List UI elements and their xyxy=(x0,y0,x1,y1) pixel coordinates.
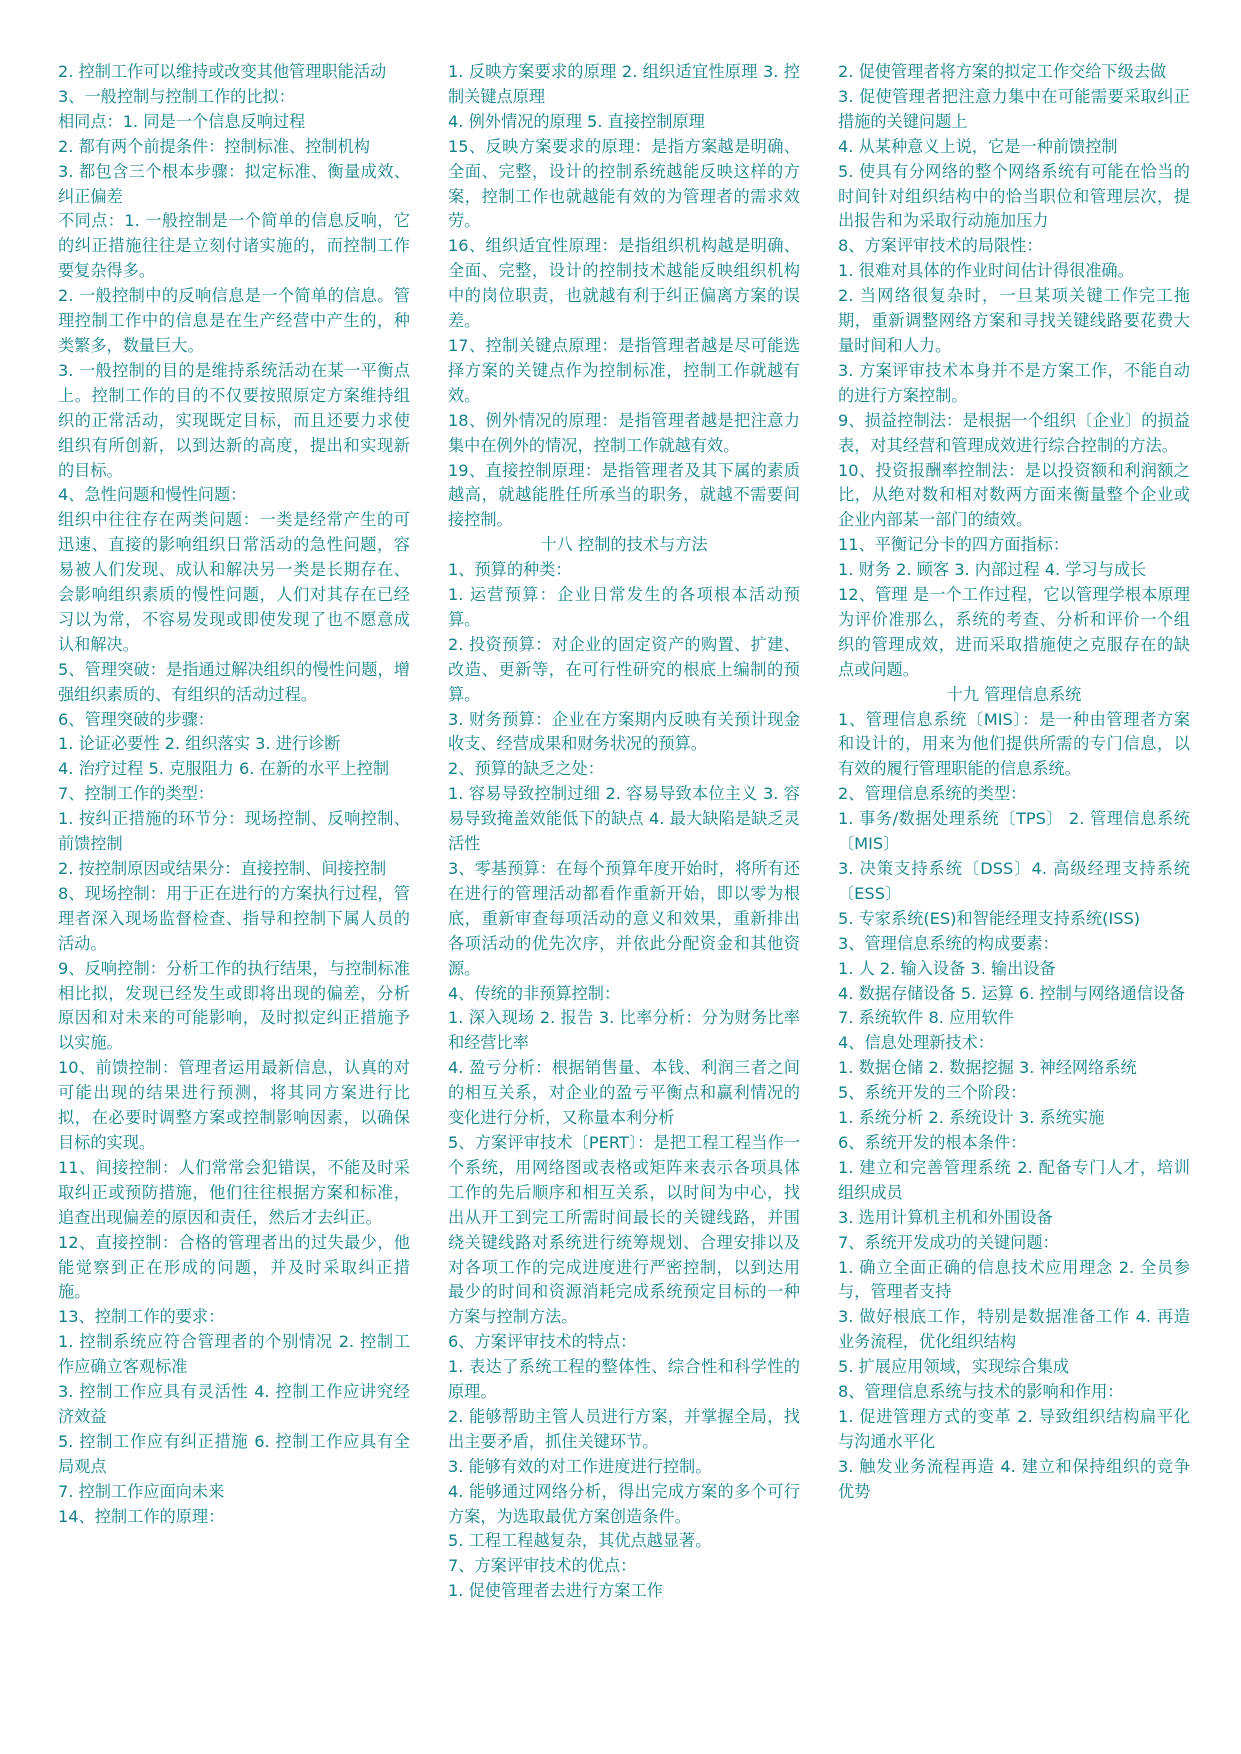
text-line: 12、管理 是一个工作过程，它以管理学根本原理为评价准那么，系统的考查、分析和评价一个组织的管理成效，进而采取措施使之克服存在的缺点或问题。 xyxy=(838,585,1190,679)
text-line: 1. 表达了系统工程的整体性、综合性和科学性的原理。 xyxy=(448,1357,800,1402)
text-line: 11、平衡记分卡的四方面指标： xyxy=(838,535,1070,555)
text-line: 7、方案评审技术的优点： xyxy=(448,1556,637,1576)
text-line: 10、投资报酬率控制法：是以投资额和利润额之比，从绝对数和相对数两方面来衡量整个企业或企业内部某一部门的绩效。 xyxy=(838,460,1190,530)
text-line: 2. 投资预算：对企业的固定资产的购置、扩建、改造、更新等，在可行性研究的根底上编制的预算。 xyxy=(448,634,800,704)
text-line: 5. 扩展应用领域，实现综合集成 xyxy=(838,1357,1070,1377)
text-line: 1. 促进管理方式的变革 2. 导致组织结构扁平化与沟通水平化 xyxy=(838,1406,1190,1451)
text-line: 8、管理信息系统与技术的影响和作用： xyxy=(838,1382,1124,1402)
text-line: 5、管理突破：是指通过解决组织的慢性问题，增强组织素质的、有组织的活动过程。 xyxy=(58,659,410,704)
text-line: 2. 都有两个前提条件：控制标准、控制机构 xyxy=(58,136,370,156)
text-line: 14、控制工作的原理： xyxy=(58,1506,225,1526)
text-line: 3、管理信息系统的构成要素： xyxy=(838,933,1059,953)
column-2 xyxy=(448,60,800,1604)
text-line: 3、零基预算：在每个预算年度开始时，将所有还在进行的管理活动都看作重新开始，即以零为根底，重新审查每项活动的意义和效果，重新排出各项活动的优先次序，并依此分配资金和其他资源。 xyxy=(448,859,800,978)
section-heading: 十八 控制的技术与方法 xyxy=(540,535,708,555)
text-line: 相同点：1. 同是一个信息反响过程 xyxy=(58,111,306,131)
text-line: 4. 盈亏分析：根据销售量、本钱、利润三者之间的相互关系，对企业的盈亏平衡点和赢利情况的变化进行分析，又称量本利分析 xyxy=(448,1058,800,1128)
text-line: 18、例外情况的原理：是指管理者越是把注意力集中在例外的情况，控制工作就越有效。 xyxy=(448,410,800,455)
text-line: 4、信息处理新技术： xyxy=(838,1033,994,1053)
text-line: 4、传统的非预算控制： xyxy=(448,983,621,1003)
text-line: 3. 触发业务流程再造 4. 建立和保持组织的竞争优势 xyxy=(838,1456,1190,1501)
text-line: 3. 都包含三个根本步骤：拟定标准、衡量成效、纠正偏差 xyxy=(58,161,410,206)
text-line: 9、反响控制：分析工作的执行结果，与控制标准相比拟，发现已经发生或即将出现的偏差，分析原因和对未来的可能影响，及时拟定纠正措施予以实施。 xyxy=(58,958,410,1053)
text-line: 10、前馈控制：管理者运用最新信息，认真的对可能出现的结果进行预测，将其同方案进行比拟，在必要时调整方案或控制影响因素，以确保目标的实现。 xyxy=(58,1058,410,1152)
text-line: 1、预算的种类： xyxy=(448,560,572,580)
text-line: 6、管理突破的步骤： xyxy=(58,709,214,729)
text-line: 2. 促使管理者将方案的拟定工作交给下级去做 xyxy=(838,62,1167,81)
text-line: 4. 数据存储设备 5. 运算 6. 控制与网络通信设备 xyxy=(838,983,1186,1003)
text-line: 17、控制关键点原理：是指管理者越是尽可能选择方案的关键点作为控制标准，控制工作就越有效。 xyxy=(448,335,800,405)
text-line: 5. 控制工作应有纠正措施 6. 控制工作应具有全局观点 xyxy=(58,1431,410,1476)
column-3 xyxy=(838,60,1190,1505)
text-line: 组织中往往存在两类问题：一类是经常产生的可迅速、直接的影响组织日常活动的急性问题，容易被人们发现、成认和解决另一类是长期存在、会影响组织素质的慢性问题，人们对其存在已经习以为常，不容易发现或即使发现了也不愿意成认和解决。 xyxy=(58,510,410,654)
text-line: 1、管理信息系统〔MIS〕：是一种由管理者方案和设计的，用来为他们提供所需的专门信息，以有效的履行管理职能的信息系统。 xyxy=(838,709,1190,779)
text-line: 5. 专家系统(ES)和智能经理支持系统(ISS) xyxy=(838,908,1141,928)
text-line: 3. 能够有效的对工作进度进行控制。 xyxy=(448,1456,712,1476)
text-line: 1. 深入现场 2. 报告 3. 比率分析：分为财务比率和经营比率 xyxy=(448,1008,800,1053)
text-line: 1. 容易导致控制过细 2. 容易导致本位主义 3. 容易导致掩盖效能低下的缺点 4. 最大缺陷是缺乏灵活性 xyxy=(448,784,800,854)
text-line: 1. 促使管理者去进行方案工作 xyxy=(448,1581,663,1601)
text-line: 1. 按纠正措施的环节分：现场控制、反响控制、前馈控制 xyxy=(58,809,410,854)
text-line: 5、方案评审技术〔PERT〕：是把工程工程当作一个系统，用网络图或表格或矩阵来表示各项具体工作的先后顺序和相互关系，以时间为中心，找出从开工到完工所需时间最长的关键线路，并围绕关键线路对系统进行统筹规划、合理安排以及对各项工作的完成进度进行严密控制，以到达用最少的时间和资源消耗完成系统预定目标的一种方案与控制方法。 xyxy=(448,1132,800,1327)
text-line: 3. 控制工作应具有灵活性 4. 控制工作应讲究经济效益 xyxy=(58,1382,410,1426)
text-line: 8、现场控制：用于正在进行的方案执行过程，管理者深入现场监督检查、指导和控制下属人员的活动。 xyxy=(58,883,410,953)
text-line: 13、控制工作的要求： xyxy=(58,1307,225,1327)
text-line: 3. 促使管理者把注意力集中在可能需要采取纠正措施的关键问题上 xyxy=(838,86,1190,131)
text-line: 1. 事务/数据处理系统〔TPS〕 2. 管理信息系统〔MIS〕 xyxy=(838,809,1190,854)
text-line: 2. 当网络很复杂时，一旦某项关键工作完工拖期，重新调整网络方案和寻找关键线路要花费大量时间和人力。 xyxy=(838,286,1190,355)
text-line: 3、一般控制与控制工作的比拟： xyxy=(58,86,295,106)
text-line: 2. 一般控制中的反响信息是一个简单的信息。管理控制工作中的信息是在生产经营中产生的，种类繁多，数量巨大。 xyxy=(58,286,410,355)
text-line: 不同点：1. 一般控制是一个简单的信息反响，它的纠正措施往往是立刻付诸实施的，而控制工作要复杂得多。 xyxy=(58,211,410,281)
text-line: 2、预算的缺乏之处： xyxy=(448,759,604,779)
text-line: 1. 人 2. 输入设备 3. 输出设备 xyxy=(838,958,1056,978)
text-line: 4. 治疗过程 5. 克服阻力 6. 在新的水平上控制 xyxy=(58,759,390,779)
text-line: 4. 能够通过网络分析，得出完成方案的多个可行方案，为选取最优方案创造条件。 xyxy=(448,1481,800,1526)
text-line: 8、方案评审技术的局限性： xyxy=(838,236,1043,256)
text-line: 1. 建立和完善管理系统 2. 配备专门人才，培训组织成员 xyxy=(838,1157,1190,1202)
column-1 xyxy=(58,60,410,1529)
text-line: 11、间接控制：人们常常会犯错误，不能及时采取纠正或预防措施，他们往往根据方案和标准，追查出现偏差的原因和责任，然后才去纠正。 xyxy=(58,1157,410,1227)
text-line: 5. 使具有分网络的整个网络系统有可能在恰当的时间针对组织结构中的恰当职位和管理层次，提出报告和为采取行动施加压力 xyxy=(838,161,1190,231)
text-line: 12、直接控制：合格的管理者出的过失最少，他能觉察到正在形成的问题，并及时采取纠正措施。 xyxy=(58,1232,410,1302)
text-line: 1. 运营预算：企业日常发生的各项根本活动预算。 xyxy=(448,585,800,629)
text-line: 3. 决策支持系统〔DSS〕4. 高级经理支持系统〔ESS〕 xyxy=(838,859,1190,903)
text-line: 1. 很难对具体的作业时间估计得很准确。 xyxy=(838,261,1134,281)
text-line: 2、管理信息系统的类型： xyxy=(838,784,1027,804)
section-heading: 十九 管理信息系统 xyxy=(946,684,1082,704)
text-line: 15、反映方案要求的原理：是指方案越是明确、全面、完整，设计的控制系统越能反映这样的方案，控制工作也就越能有效的为管理者的需求效劳。 xyxy=(448,136,800,231)
text-line: 1. 数据仓储 2. 数据挖掘 3. 神经网络系统 xyxy=(838,1058,1137,1078)
text-line: 1. 财务 2. 顾客 3. 内部过程 4. 学习与成长 xyxy=(838,560,1147,580)
text-line: 16、组织适宜性原理：是指组织机构越是明确、全面、完整，设计的控制技术越能反映组织机构中的岗位职责，也就越有利于纠正偏离方案的误差。 xyxy=(448,236,800,331)
text-line: 4. 从某种意义上说，它是一种前馈控制 xyxy=(838,136,1118,156)
text-line: 4. 例外情况的原理 5. 直接控制原理 xyxy=(448,111,705,131)
text-line: 2. 控制工作可以维持或改变其他管理职能活动 xyxy=(58,62,387,81)
text-line: 3. 财务预算：企业在方案期内反映有关预计现金收支、经营成果和财务状况的预算。 xyxy=(448,709,800,754)
text-line: 1. 控制系统应符合管理者的个别情况 2. 控制工作应确立客观标准 xyxy=(58,1332,410,1377)
text-line: 19、直接控制原理：是指管理者及其下属的素质越高，就越能胜任所承当的职务，就越不需要间接控制。 xyxy=(448,460,800,530)
text-line: 1. 反映方案要求的原理 2. 组织适宜性原理 3. 控制关键点原理 xyxy=(448,62,800,106)
text-line: 5、系统开发的三个阶段： xyxy=(838,1083,1027,1103)
text-line: 6、方案评审技术的特点： xyxy=(448,1332,637,1352)
text-line: 9、损益控制法：是根据一个组织〔企业〕的损益表，对其经营和管理成效进行综合控制的方法。 xyxy=(838,410,1190,455)
text-line: 7、系统开发成功的关键问题： xyxy=(838,1232,1059,1252)
text-line: 1. 系统分析 2. 系统设计 3. 系统实施 xyxy=(838,1108,1105,1128)
text-line: 1. 确立全面正确的信息技术应用理念 2. 全员参与，管理者支持 xyxy=(838,1257,1190,1302)
text-line: 1. 论证必要性 2. 组织落实 3. 进行诊断 xyxy=(58,734,341,754)
text-line: 3. 方案评审技术本身并不是方案工作，不能自动的进行方案控制。 xyxy=(838,360,1190,405)
text-line: 2. 能够帮助主管人员进行方案，并掌握全局，找出主要矛盾，抓住关键环节。 xyxy=(448,1406,800,1451)
text-line: 5. 工程工程越复杂，其优点越显著。 xyxy=(448,1531,712,1551)
text-line: 3. 做好根底工作，特别是数据准备工作 4. 再造业务流程，优化组织结构 xyxy=(838,1307,1190,1352)
text-line: 7. 系统软件 8. 应用软件 xyxy=(838,1008,1014,1028)
text-line: 2. 按控制原因或结果分：直接控制、间接控制 xyxy=(58,859,387,878)
text-line: 3. 选用计算机主机和外围设备 xyxy=(838,1207,1053,1227)
text-line: 6、系统开发的根本条件： xyxy=(838,1132,1027,1152)
text-line: 3. 一般控制的目的是维持系统活动在某一平衡点上。控制工作的目的不仅要按照原定方案维持组织的正常活动，实现既定目标，而且还要力求使组织有所创新，以到达新的高度，提出和实现新的目标。 xyxy=(58,360,410,480)
text-line: 7、控制工作的类型： xyxy=(58,784,214,804)
text-line: 7. 控制工作应面向未来 xyxy=(58,1481,225,1501)
text-line: 4、急性问题和慢性问题： xyxy=(58,485,247,505)
